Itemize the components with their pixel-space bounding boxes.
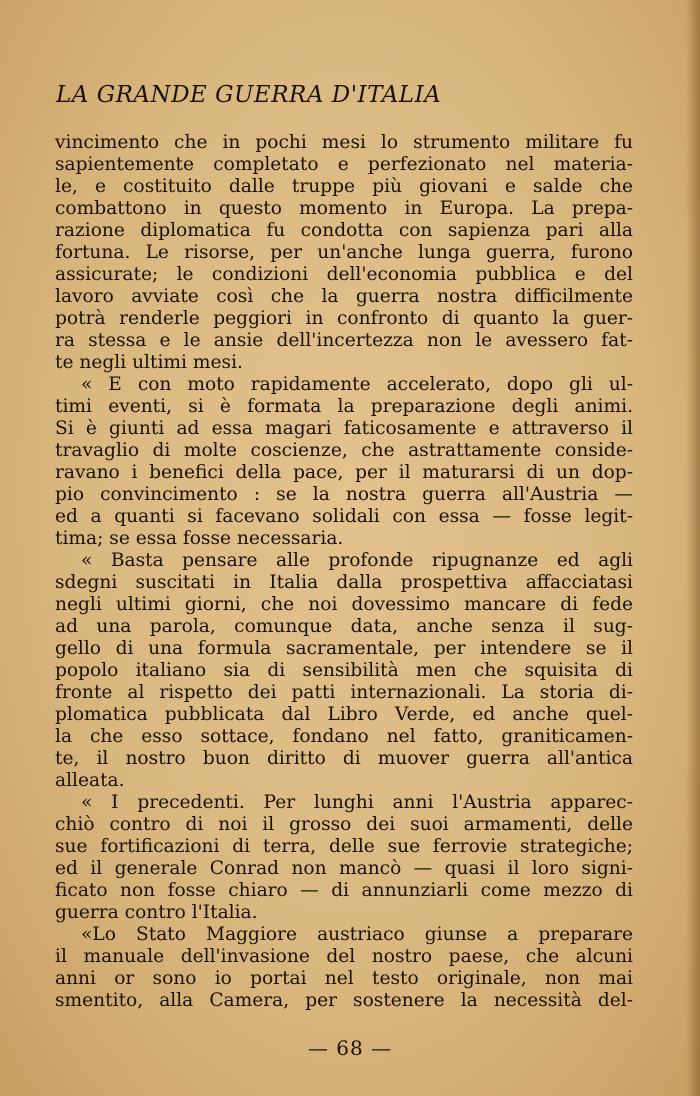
text-line: sdegni suscitati in Italia dalla prospettiva affacciatasi: [55, 572, 633, 593]
text-line: ficato non fosse chiaro — di annunziarli come mezzo di: [55, 880, 633, 901]
text-line: la che esso sottace, fondano nel fatto, graniticamen-: [55, 726, 633, 747]
text-line: vincimento che in pochi mesi lo strumento militare fu: [55, 132, 633, 153]
text-line: timi eventi, si è formata la preparazione degli animi.: [55, 396, 633, 417]
text-line: ed a quanti si facevano solidali con essa — fosse legit-: [55, 506, 633, 527]
text-line: lavoro avviate così che la guerra nostra difficilmente: [55, 286, 633, 307]
text-line: «Lo Stato Maggiore austriaco giunse a preparare: [81, 924, 633, 945]
text-line: « I precedenti. Per lunghi anni l'Austria apparec-: [81, 792, 633, 813]
text-line: plomatica pubblicata dal Libro Verde, ed anche quel-: [55, 704, 633, 725]
text-line: gello di una formula sacramentale, per intendere se il: [55, 638, 633, 659]
text-line: sue fortificazioni di terra, delle sue ferrovie strategiche;: [55, 836, 633, 857]
page-number: — 68 —: [307, 1036, 393, 1060]
text-line: guerra contro l'Italia.: [55, 902, 258, 923]
text-line: il manuale dell'invasione del nostro paese, che alcuni: [55, 946, 633, 967]
text-line: assicurate; le condizioni dell'economia pubblica e del: [55, 264, 633, 285]
body-text: [55, 132, 633, 1012]
text-line: « Basta pensare alle profonde ripugnanze ed agli: [81, 550, 633, 571]
text-line: potrà renderle peggiori in confronto di quanto la guer-: [55, 308, 633, 329]
text-line: te, il nostro buon diritto di muover guerra all'antica: [55, 748, 633, 769]
text-line: ravano i benefici della pace, per il maturarsi di un dop-: [55, 462, 633, 483]
text-line: smentito, alla Camera, per sostenere la necessità del-: [55, 990, 633, 1011]
text-line: travaglio di molte coscienze, che astrattamente conside-: [55, 440, 633, 461]
text-line: pio convincimento : se la nostra guerra all'Austria —: [55, 484, 633, 505]
text-line: alleata.: [55, 770, 125, 791]
text-line: te negli ultimi mesi.: [55, 352, 243, 373]
text-line: razione diplomatica fu condotta con sapienza pari alla: [55, 220, 633, 241]
page-edge-shadow: [686, 0, 700, 1096]
text-line: ed il generale Conrad non mancò — quasi il loro signi-: [55, 858, 633, 879]
running-title: LA GRANDE GUERRA D'ITALIA: [56, 82, 442, 108]
text-line: chiò contro di noi il grosso dei suoi armamenti, delle: [55, 814, 633, 835]
text-line: ra stessa e le ansie dell'incertezza non le avessero fat-: [55, 330, 633, 351]
text-line: tima; se essa fosse necessaria.: [55, 528, 344, 549]
text-line: combattono in questo momento in Europa. La prepa-: [55, 198, 633, 219]
text-line: le, e costituito dalle truppe più giovani e salde che: [55, 176, 633, 197]
text-line: fortuna. Le risorse, per un'anche lunga guerra, furono: [55, 242, 633, 263]
text-line: sapientemente completato e perfezionato nel materia-: [55, 154, 633, 175]
text-line: anni or sono io portai nel testo originale, non mai: [55, 968, 633, 989]
text-line: Si è giunti ad essa magari faticosamente e attraverso il: [55, 418, 633, 439]
text-line: negli ultimi giorni, che noi dovessimo mancare di fede: [55, 594, 633, 615]
text-line: fronte al rispetto dei patti internazionali. La storia di-: [55, 682, 633, 703]
text-line: « E con moto rapidamente accelerato, dopo gli ul-: [81, 374, 633, 395]
text-line: ad una parola, comunque data, anche senza il sug-: [55, 616, 633, 637]
text-line: popolo italiano sia di sensibilità men che squisita di: [55, 660, 633, 681]
